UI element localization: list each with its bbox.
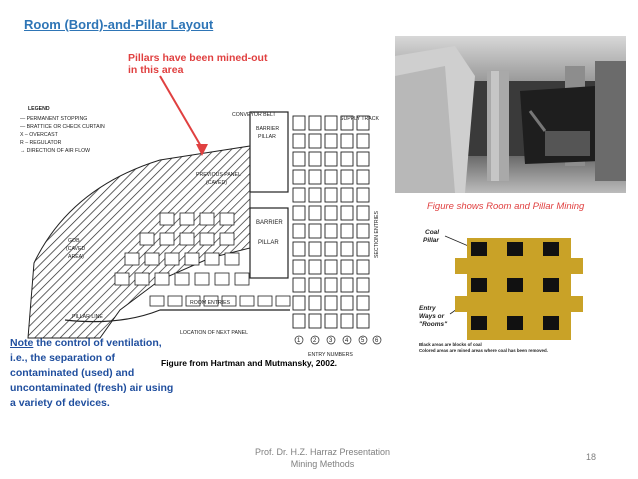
svg-text:Ways or: Ways or bbox=[419, 313, 445, 320]
entry-numbers-label: ENTRY NUMBERS bbox=[308, 352, 353, 358]
page-number: 18 bbox=[586, 452, 597, 462]
ventilation-note bbox=[10, 336, 180, 411]
callout-line2: in this area bbox=[128, 64, 184, 76]
svg-text:2: 2 bbox=[313, 338, 317, 344]
svg-text:→ DIRECTION OF AIR FLOW: → DIRECTION OF AIR FLOW bbox=[20, 148, 91, 154]
room-entries-label: ROOM ENTRIES bbox=[190, 300, 231, 306]
section-entries-label: SECTION ENTRIES bbox=[374, 211, 380, 258]
footer-course: Mining Methods bbox=[290, 459, 355, 469]
callout-line1: Pillars have been mined-out bbox=[128, 52, 268, 64]
note-prefix: Note bbox=[10, 337, 34, 349]
photo-caption: Figure shows Room and Pillar Mining bbox=[427, 201, 585, 212]
previous-panel-label: PREVIOUS PANEL bbox=[196, 172, 241, 178]
svg-text:LEGEND: LEGEND bbox=[28, 106, 50, 112]
svg-text:PILLAR: PILLAR bbox=[258, 134, 276, 140]
figure-credit: Figure from Hartman and Mutmansky, 2002. bbox=[161, 358, 338, 368]
svg-text:4: 4 bbox=[345, 338, 349, 344]
footer-presenter: Prof. Dr. H.Z. Harraz Presentation bbox=[254, 447, 391, 457]
next-panel-label: LOCATION OF NEXT PANEL bbox=[180, 330, 249, 336]
footer bbox=[250, 446, 395, 470]
gob-label: GOB bbox=[68, 238, 80, 244]
svg-text:1: 1 bbox=[297, 338, 301, 344]
svg-text:(CAVED: (CAVED bbox=[66, 246, 86, 252]
svg-text:X – OVERCAST: X – OVERCAST bbox=[20, 132, 58, 138]
svg-text:6: 6 bbox=[375, 338, 379, 344]
coal-pillar-label: Coal bbox=[425, 229, 440, 236]
note-text: the control of ventilation, i.e., the separation of contaminated (used) and uncontaminated (fresh) air using a variety of devices. bbox=[10, 337, 174, 409]
pillar-line-label: PILLAR LINE bbox=[72, 314, 103, 320]
coal-blocks bbox=[471, 242, 559, 330]
entry-ways-label: Entry bbox=[419, 305, 436, 312]
slide-title: Room (Bord)-and-Pillar Layout bbox=[24, 17, 214, 32]
black-areas-note: Black areas are blocks of coal bbox=[419, 342, 482, 347]
svg-text:— BRATTICE OR CHECK CURTAIN: — BRATTICE OR CHECK CURTAIN bbox=[20, 124, 105, 130]
svg-text:3: 3 bbox=[329, 338, 333, 344]
svg-text:"Rooms": "Rooms" bbox=[419, 321, 448, 328]
conveyor-belt-label: CONVEYOR BELT bbox=[232, 112, 276, 118]
colored-areas-note: Colored areas are mined areas where coal has been removed. bbox=[419, 348, 548, 353]
svg-text:5: 5 bbox=[361, 338, 365, 344]
svg-text:(CAVED): (CAVED) bbox=[206, 180, 227, 186]
room-and-pillar-diagram bbox=[10, 48, 384, 366]
supply-track-label: SUPPLY TRACK bbox=[340, 116, 379, 122]
svg-text:PILLAR: PILLAR bbox=[258, 240, 279, 246]
svg-text:R – REGULATOR: R – REGULATOR bbox=[20, 140, 62, 146]
svg-text:Pillar: Pillar bbox=[423, 237, 439, 244]
barrier-pillar-top: BARRIER bbox=[256, 126, 280, 132]
barrier-pillar-mid: BARRIER bbox=[256, 220, 283, 226]
svg-text:— PERMANENT STOPPING: — PERMANENT STOPPING bbox=[20, 116, 88, 122]
mine-photo bbox=[395, 36, 626, 193]
svg-text:AREA): AREA) bbox=[68, 254, 84, 260]
coal-pillar-figure bbox=[415, 222, 630, 364]
